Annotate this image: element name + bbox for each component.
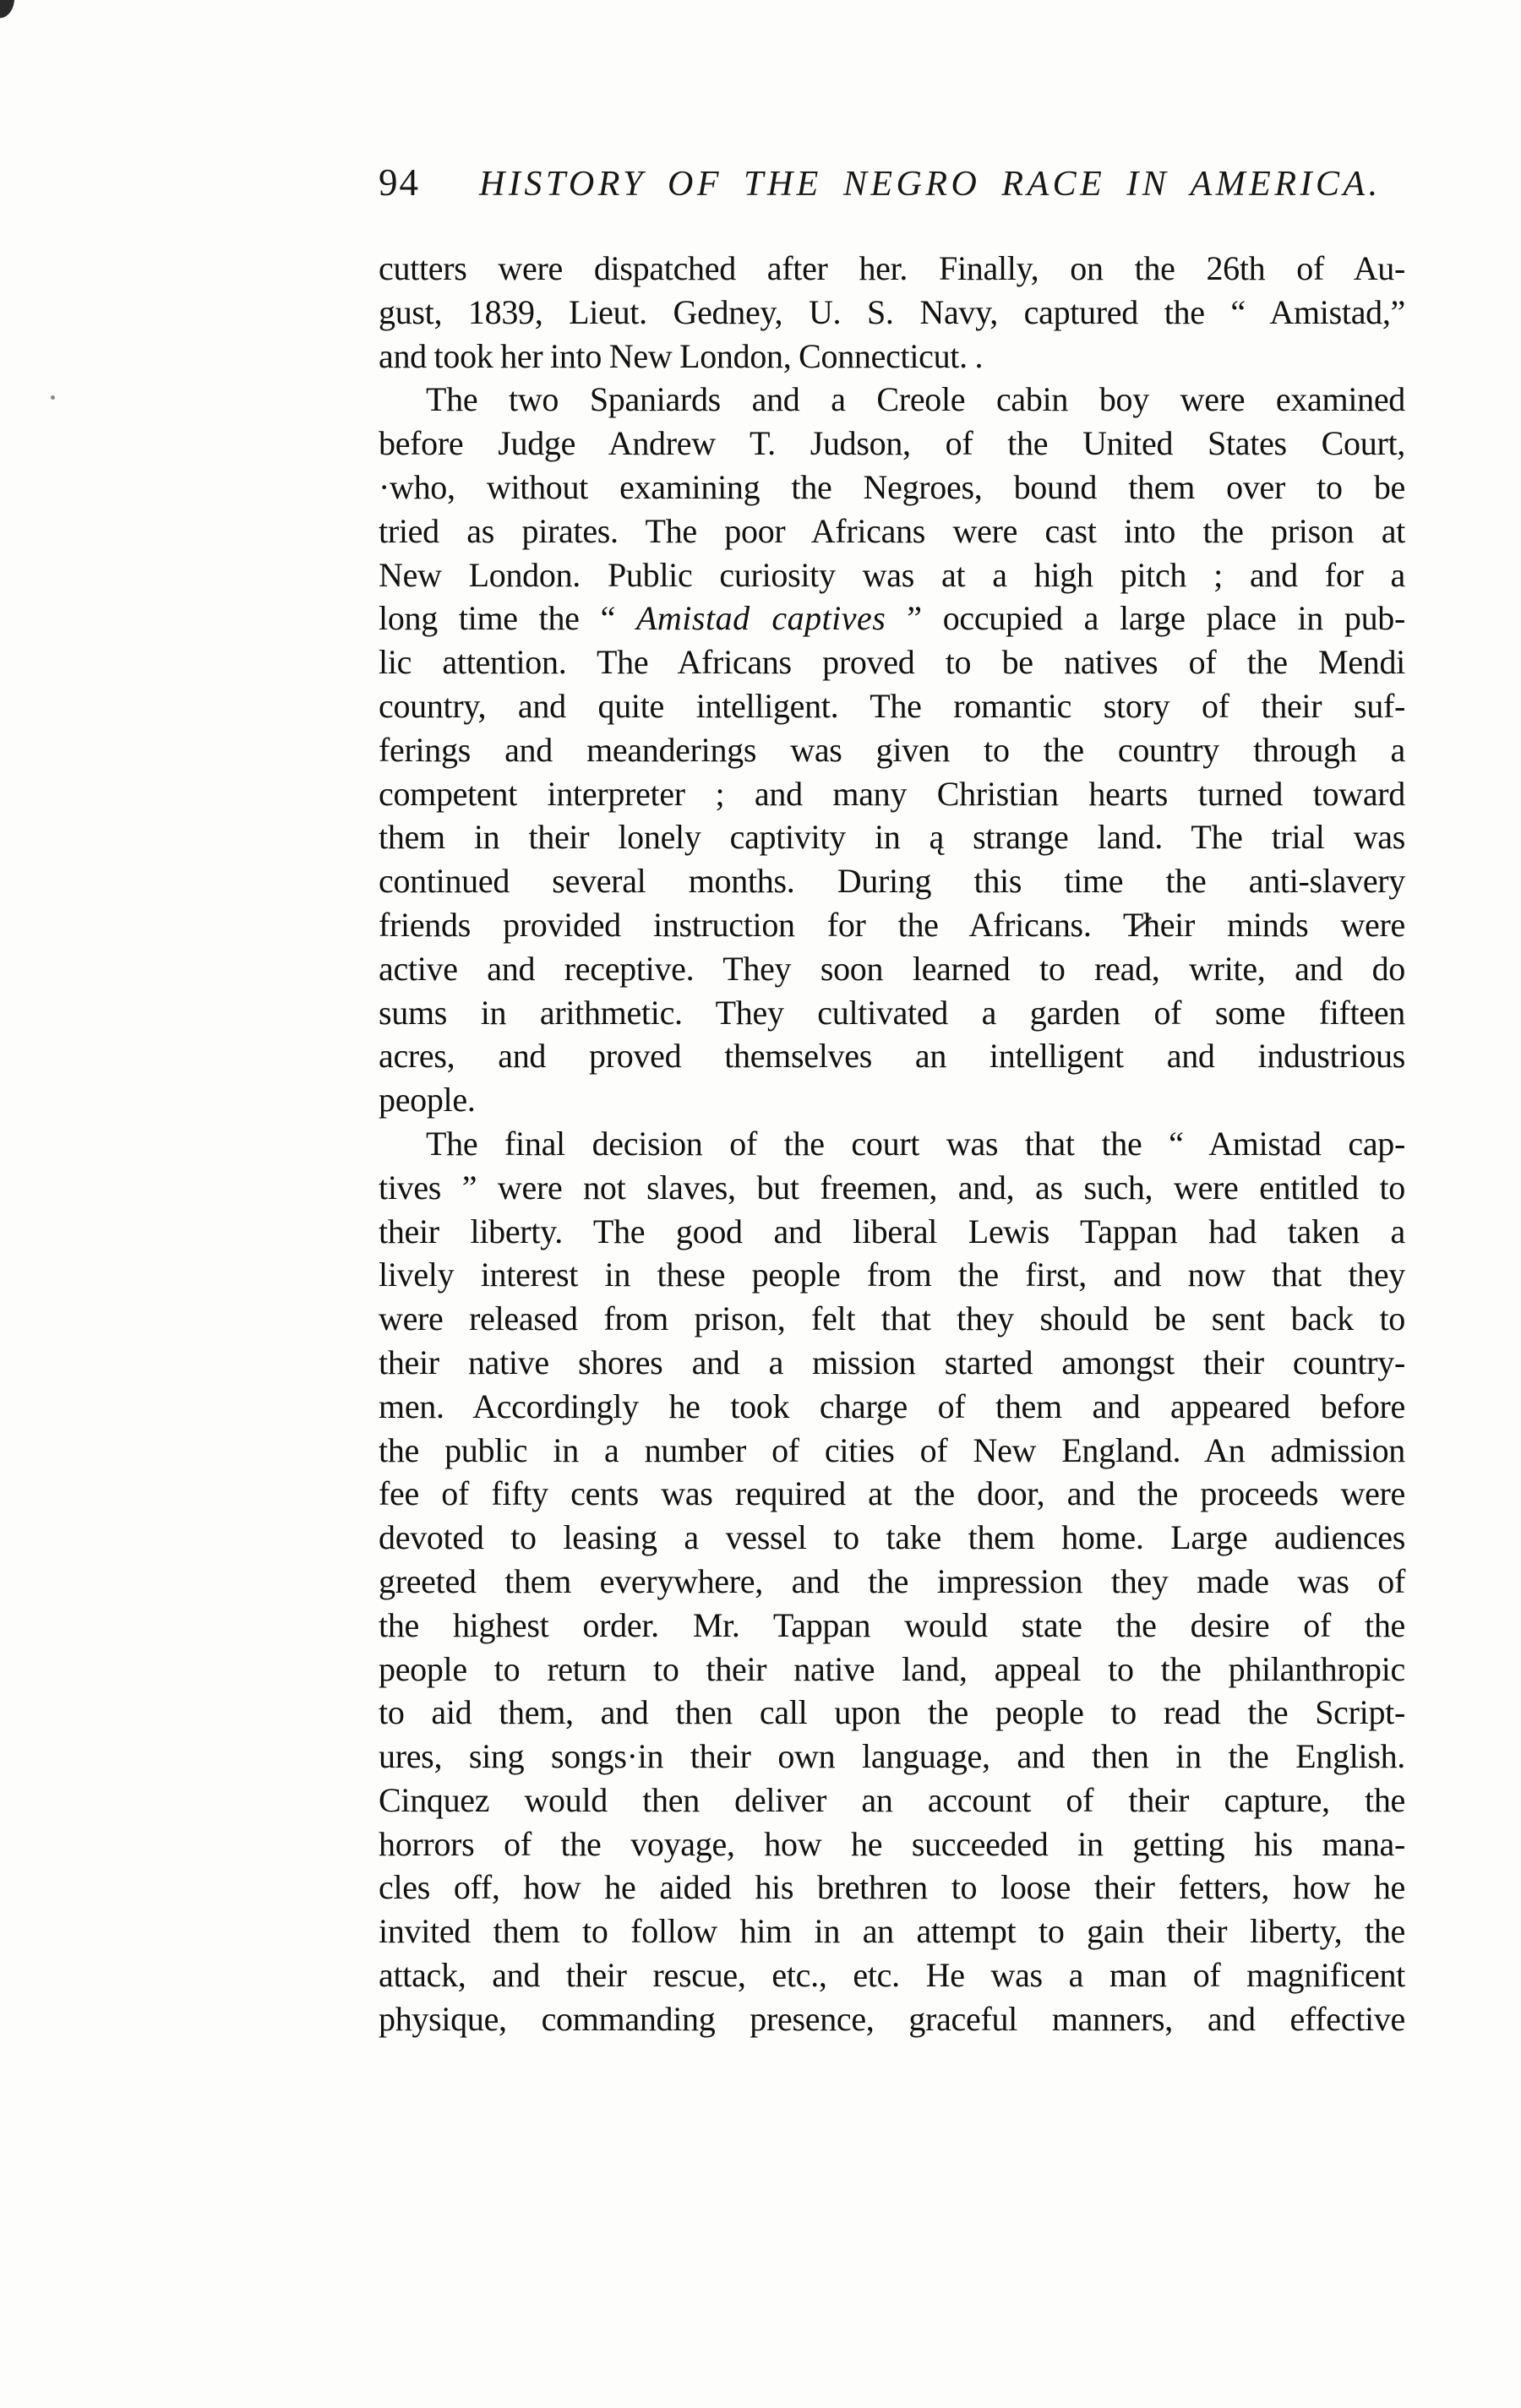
text-line [379,640,1405,684]
text-line [379,597,1405,640]
text-run: greeted them everywhere, and the impression they made was of [379,1561,1405,1600]
text-run: lic attention. The Africans proved to be natives of the Mendi [379,643,1405,682]
text-line [379,1166,1405,1210]
text-line [379,1297,1405,1341]
text-run: physique, commanding presence, graceful manners, and effective [379,1999,1405,2038]
text-run: horrors of the voyage, how he succeeded in getting his mana- [379,1824,1405,1863]
text-run: The two Spaniards and a Creole cabin boy were examined [426,380,1405,419]
running-title: HISTORY OF THE NEGRO RACE IN AMERICA. [479,165,1382,204]
text-line [379,1997,1405,2041]
text-line [379,1822,1405,1866]
text-run: tried as pirates. The poor Africans were cast into the prison at [379,511,1405,550]
text-run: continued several months. During this time the anti-slavery [379,862,1405,901]
text-run: active and receptive. They soon learned to read, write, and do [379,949,1405,988]
text-line [379,947,1405,991]
text-run: people to return to their native land, appeal to the philanthropic [379,1649,1405,1688]
text-line [379,1253,1405,1297]
text-run: their liberty. The good and liberal Lewis Tappan had taken a [379,1212,1405,1250]
text-line [379,1078,1405,1122]
text-line [379,553,1405,597]
text-run: tives ” were not slaves, but freemen, and, as such, were entitled to [379,1168,1405,1207]
text-line [379,1953,1405,1997]
text-line [379,1866,1405,1910]
scan-artifact-speck [51,395,55,400]
text-line [379,247,1405,291]
text-run: and took her into New London, Connecticut. . [379,336,984,375]
text-line [379,1034,1405,1078]
text-run: Cinquez would then deliver an account of their capture, the [379,1780,1405,1819]
text-run: competent interpreter ; and many Christian hearts turned toward [379,774,1405,813]
text-line [379,1516,1405,1560]
text-run: acres, and proved themselves an intelligent and industrious [379,1037,1405,1076]
text-run: devoted to leasing a vessel to take them home. Large audiences [379,1518,1405,1557]
text-run: ” occupied a large place in pub- [886,599,1406,638]
text-run: ferings and meanderings was given to the country through a [379,730,1405,769]
text-line [379,991,1405,1035]
text-line [379,1210,1405,1254]
text-line [379,335,1405,379]
text-run: their native shores and a mission started amongst their country- [379,1343,1405,1381]
scan-artifact-corner [0,0,15,19]
text-run: cles off, how he aided his brethren to loose their fetters, how he [379,1868,1405,1907]
text-line [379,1560,1405,1604]
text-run: lively interest in these people from the first, and now that they [379,1256,1405,1294]
text-line [379,1779,1405,1822]
text-line [379,815,1405,859]
text-run: country, and quite intelligent. The romantic story of their suf- [379,686,1405,725]
text-line [379,1910,1405,1953]
text-run: sums in arithmetic. They cultivated a garden of some fifteen [379,993,1405,1032]
text-line [379,422,1405,466]
text-line [379,291,1405,335]
text-body [379,247,1405,2041]
text-run: the highest order. Mr. Tappan would state the desire of the [379,1605,1405,1644]
text-run: invited them to follow him in an attempt to gain their liberty, the [379,1912,1405,1951]
running-head [379,161,1405,204]
text-run: friends provided instruction for the Africans. Their minds were [379,905,1405,944]
text-run: attack, and their rescue, etc., etc. He was a man of magnificent [379,1956,1405,1995]
text-run: before Judge Andrew T. Judson, of the United States Court, [379,424,1405,463]
text-run: were released from prison, felt that they should be sent back to [379,1299,1405,1338]
text-run: men. Accordingly he took charge of them and appeared before [379,1387,1405,1425]
text-line [379,1385,1405,1429]
text-line [379,684,1405,728]
text-line [379,1604,1405,1648]
text-run: people. [379,1081,476,1120]
text-run: New London. Public curiosity was at a high pitch ; and for a [379,555,1405,594]
text-run: cutters were dispatched after her. Finally, on the 26th of Au- [379,249,1405,287]
text-run: to aid them, and then call upon the people to read the Script- [379,1693,1405,1732]
text-line [379,772,1405,816]
text-line [379,1472,1405,1516]
text-run: the public in a number of cities of New England. An admission [379,1430,1405,1469]
text-run: them in their lonely captivity in ą strange land. The trial was [379,818,1405,857]
text-line [379,378,1405,422]
text-line [379,1691,1405,1735]
italic-phrase: Amistad captives [635,599,886,638]
text-run: ures, sing songs·in their own language, and then in the English. [379,1737,1405,1776]
text-line [379,1122,1405,1166]
text-line [379,903,1405,947]
text-line [379,1648,1405,1692]
text-line [379,1341,1405,1385]
text-run: The final decision of the court was that the “ Amistad cap- [426,1124,1405,1163]
text-run: gust, 1839, Lieut. Gedney, U. S. Navy, captured the “ Amistad,” [379,292,1405,331]
text-line [379,1735,1405,1779]
text-line [379,509,1405,553]
text-run: fee of fifty cents was required at the door, and the proceeds were [379,1474,1405,1513]
text-line [379,466,1405,509]
text-line [379,1429,1405,1473]
page-number: 94 [379,161,420,204]
text-line [379,859,1405,903]
text-run: long time the “ [379,599,636,638]
text-run: ·who, without examining the Negroes, bound them over to be [379,467,1405,506]
text-line [379,728,1405,772]
